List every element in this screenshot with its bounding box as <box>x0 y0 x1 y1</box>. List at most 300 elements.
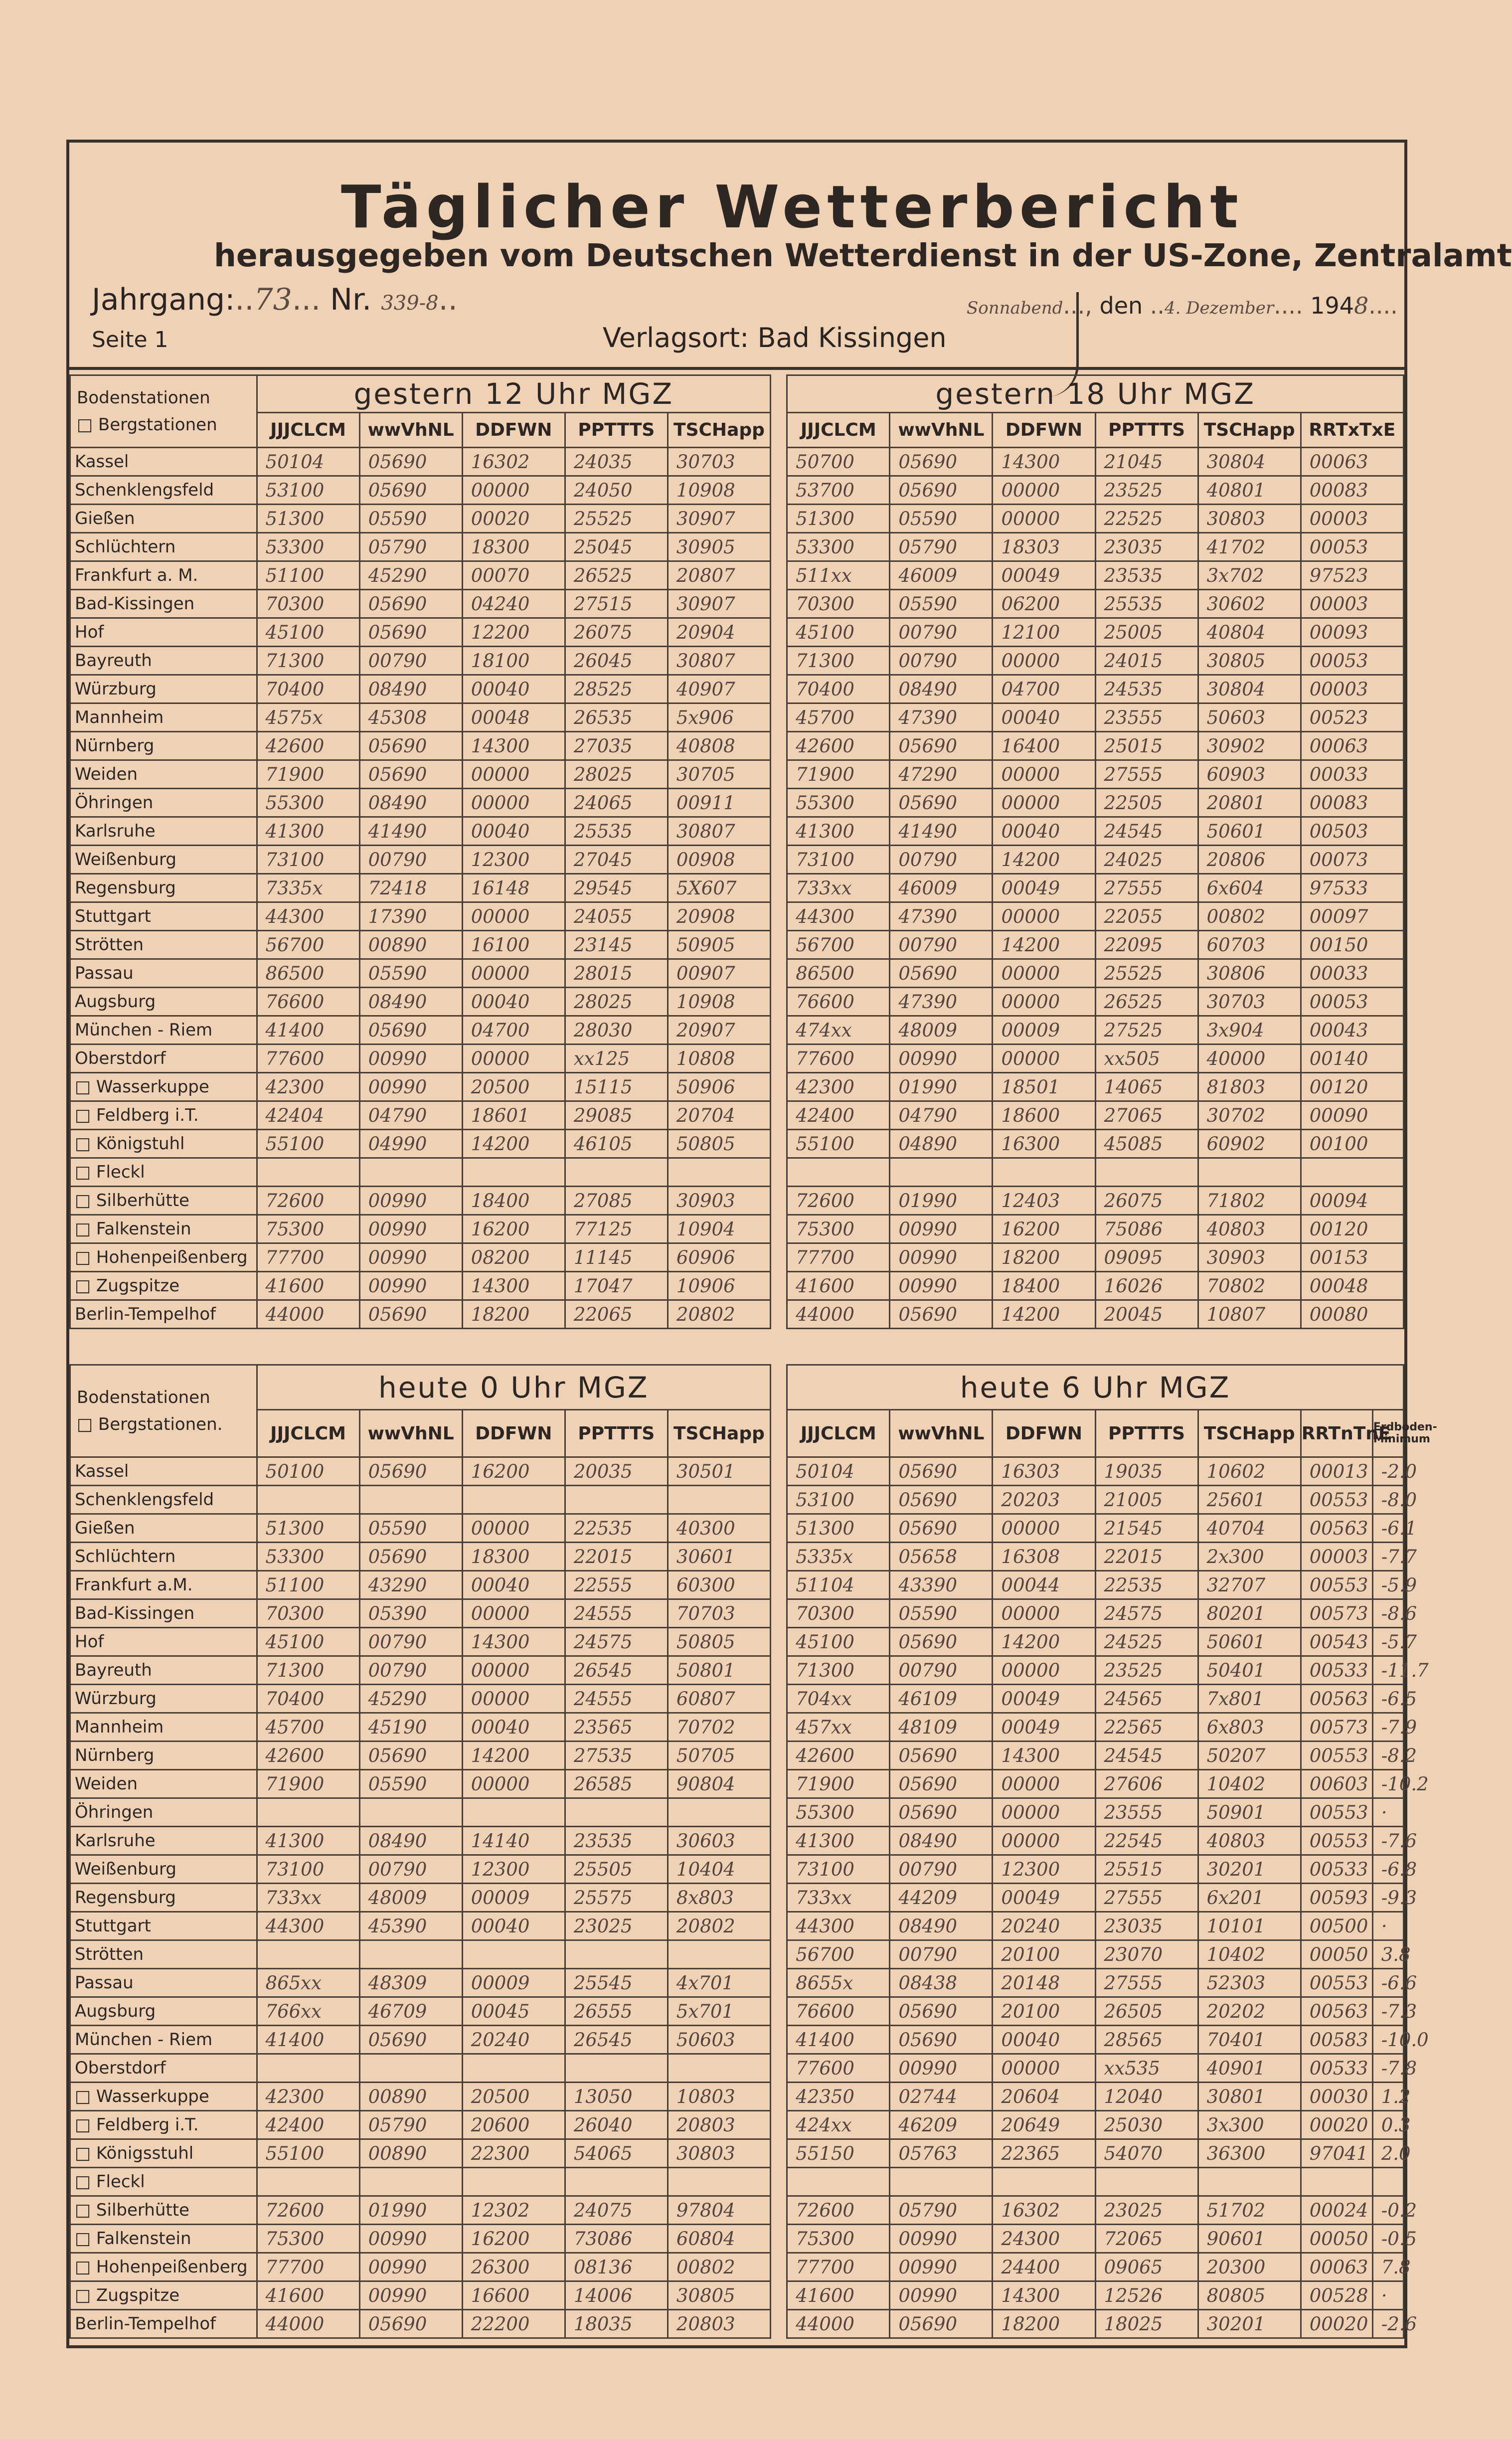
left-obs-cell: 00890 <box>359 931 462 959</box>
right-obs-cell: 05690 <box>890 789 993 817</box>
left-obs-cell: 00040 <box>462 1571 565 1599</box>
right-obs-cell: 0.3 <box>1372 2111 1403 2139</box>
right-obs-cell: -6.8 <box>1372 1855 1403 1884</box>
left-obs-cell: 45100 <box>257 1628 359 1656</box>
left-obs-cell: 22300 <box>462 2139 565 2168</box>
left-obs-cell: 75300 <box>257 1215 359 1243</box>
right-obs-cell: 05690 <box>890 1742 993 1770</box>
left-obs-cell: 08136 <box>565 2253 668 2281</box>
right-obs-cell: 00000 <box>993 959 1095 988</box>
right-obs-cell: 27606 <box>1095 1770 1198 1798</box>
left-obs-cell: 42300 <box>257 1073 359 1101</box>
right-obs-cell: 00000 <box>993 988 1095 1016</box>
station-row-koenigstuhl <box>70 1130 1404 1158</box>
right-obs-cell: 00043 <box>1301 1016 1403 1045</box>
left-obs-cell: 23025 <box>565 1912 668 1940</box>
right-obs-cell: 00000 <box>993 789 1095 817</box>
left-obs-cell <box>462 1486 565 1514</box>
right-obs-cell: 00000 <box>993 1599 1095 1628</box>
right-obs-cell: -7.6 <box>1372 1827 1403 1855</box>
left-obs-cell: 53300 <box>257 1543 359 1571</box>
right-obs-cell: 55300 <box>787 789 890 817</box>
page-subtitle: herausgegeben vom Deutschen Wetterdienst in der US-Zone, Zentralamt <box>214 237 1512 274</box>
right-col-header: wwVhNL <box>890 413 993 448</box>
left-obs-cell: 50905 <box>668 931 770 959</box>
right-obs-cell: 30602 <box>1198 590 1301 618</box>
station-row-weissenburg <box>70 846 1404 874</box>
left-obs-cell: 04700 <box>462 1016 565 1045</box>
left-obs-cell: 26040 <box>565 2111 668 2139</box>
left-obs-cell: 20240 <box>462 2026 565 2054</box>
right-obs-cell: 00044 <box>993 1571 1095 1599</box>
right-obs-cell: 41600 <box>787 2281 890 2310</box>
station-name: □ Zugspitze <box>70 2281 257 2310</box>
left-obs-cell: 48009 <box>359 1884 462 1912</box>
left-obs-cell <box>565 1486 668 1514</box>
left-obs-cell: 73100 <box>257 1855 359 1884</box>
left-obs-cell: 05690 <box>359 1300 462 1329</box>
left-obs-cell: 12200 <box>462 618 565 647</box>
right-obs-cell: -7.9 <box>1372 1713 1403 1742</box>
right-obs-cell: 00049 <box>993 1884 1095 1912</box>
right-obs-cell: 24300 <box>993 2225 1095 2253</box>
right-obs-cell: 40000 <box>1198 1045 1301 1073</box>
left-obs-cell: 72418 <box>359 874 462 902</box>
right-obs-cell <box>787 1158 890 1187</box>
left-obs-cell: 30703 <box>668 448 770 476</box>
left-obs-cell: 55100 <box>257 1130 359 1158</box>
right-obs-cell: -8.0 <box>1372 1486 1403 1514</box>
right-obs-cell: 30805 <box>1198 647 1301 675</box>
right-col-header: TSCHapp <box>1198 1410 1301 1457</box>
left-obs-cell: 77700 <box>257 1243 359 1272</box>
left-obs-cell: 00990 <box>359 1243 462 1272</box>
left-obs-cell: 30601 <box>668 1543 770 1571</box>
right-obs-cell: 47390 <box>890 902 993 931</box>
left-obs-cell: 70703 <box>668 1599 770 1628</box>
station-row-regensburg <box>70 1884 1404 1912</box>
station-name: Strötten <box>70 931 257 959</box>
station-name: □ Fleckl <box>70 2168 257 2196</box>
right-obs-cell <box>1095 1158 1198 1187</box>
left-col-header: wwVhNL <box>359 1410 462 1457</box>
right-obs-cell: 50207 <box>1198 1742 1301 1770</box>
right-obs-cell: 00790 <box>890 1940 993 1969</box>
left-obs-cell: 00000 <box>462 476 565 505</box>
station-name: □ Fleckl <box>70 1158 257 1187</box>
station-name: Würzburg <box>70 1685 257 1713</box>
station-label-header <box>70 1365 257 1457</box>
station-row-mannheim <box>70 703 1404 732</box>
left-obs-cell: 00990 <box>359 2281 462 2310</box>
left-obs-cell: 05690 <box>359 1543 462 1571</box>
left-obs-cell: 17390 <box>359 902 462 931</box>
station-name: Bad-Kissingen <box>70 590 257 618</box>
left-obs-cell: 28525 <box>565 675 668 703</box>
left-obs-cell: 73100 <box>257 846 359 874</box>
left-obs-cell: 60906 <box>668 1243 770 1272</box>
station-row-hohenpeissenberg <box>70 2253 1404 2281</box>
left-obs-cell: 41400 <box>257 2026 359 2054</box>
station-name: Schenklengsfeld <box>70 476 257 505</box>
left-obs-cell: 70300 <box>257 590 359 618</box>
right-obs-cell: 00049 <box>993 1713 1095 1742</box>
station-name: Würzburg <box>70 675 257 703</box>
right-obs-cell: 05590 <box>890 1599 993 1628</box>
station-row-hof <box>70 1628 1404 1656</box>
left-obs-cell: 60300 <box>668 1571 770 1599</box>
left-obs-cell: 4575x <box>257 703 359 732</box>
right-obs-cell: 704xx <box>787 1685 890 1713</box>
left-obs-cell: 56700 <box>257 931 359 959</box>
station-row-koenigsstuhl <box>70 2139 1404 2168</box>
left-obs-cell: 05690 <box>359 1742 462 1770</box>
left-obs-cell: 05690 <box>359 1016 462 1045</box>
right-obs-cell: 27555 <box>1095 1884 1198 1912</box>
right-obs-cell: 45085 <box>1095 1130 1198 1158</box>
right-obs-cell: 3x904 <box>1198 1016 1301 1045</box>
left-obs-cell: 41300 <box>257 817 359 846</box>
date-line: Sonnabend..., den ..4. Dezember.... 1948.... <box>967 292 1398 319</box>
right-obs-cell: 00003 <box>1301 590 1403 618</box>
right-col-header: RRTxTxE <box>1301 413 1403 448</box>
publication-place: Verlagsort: Bad Kissingen <box>603 322 947 353</box>
right-obs-cell: 00000 <box>993 505 1095 533</box>
left-section-title: heute 0 Uhr MGZ <box>257 1365 770 1410</box>
left-obs-cell: 24035 <box>565 448 668 476</box>
left-obs-cell: 00990 <box>359 1272 462 1300</box>
right-obs-cell: 00050 <box>1301 1940 1372 1969</box>
right-obs-cell: 24015 <box>1095 647 1198 675</box>
right-obs-cell: 00573 <box>1301 1713 1372 1742</box>
right-obs-cell: 00553 <box>1301 1571 1372 1599</box>
right-obs-cell: 25015 <box>1095 732 1198 760</box>
right-obs-cell: 05763 <box>890 2139 993 2168</box>
right-obs-cell: 24565 <box>1095 1685 1198 1713</box>
right-obs-cell: 20300 <box>1198 2253 1301 2281</box>
right-obs-cell: 44300 <box>787 1912 890 1940</box>
right-obs-cell: 00049 <box>993 874 1095 902</box>
left-obs-cell <box>668 1798 770 1827</box>
right-obs-cell: 60703 <box>1198 931 1301 959</box>
left-obs-cell: 50906 <box>668 1073 770 1101</box>
left-obs-cell: 46709 <box>359 1997 462 2026</box>
left-obs-cell: 27085 <box>565 1187 668 1215</box>
right-obs-cell <box>1301 2168 1372 2196</box>
right-obs-cell: -10.2 <box>1372 1770 1403 1798</box>
right-obs-cell: 97523 <box>1301 561 1403 590</box>
right-obs-cell: 424xx <box>787 2111 890 2139</box>
right-obs-cell: -7.8 <box>1372 2054 1403 2083</box>
right-obs-cell: 26525 <box>1095 988 1198 1016</box>
left-obs-cell <box>668 1940 770 1969</box>
left-obs-cell: 00907 <box>668 959 770 988</box>
upper-observation-table <box>69 374 1404 1329</box>
left-obs-cell: 14300 <box>462 1628 565 1656</box>
left-obs-cell: 42300 <box>257 2083 359 2111</box>
right-obs-cell: 18025 <box>1095 2310 1198 2338</box>
right-obs-cell: 16308 <box>993 1543 1095 1571</box>
right-obs-cell: 27555 <box>1095 1969 1198 1997</box>
right-obs-cell: 00024 <box>1301 2196 1372 2225</box>
left-obs-cell: 44000 <box>257 1300 359 1329</box>
right-obs-cell: 00000 <box>993 476 1095 505</box>
left-obs-cell: 26555 <box>565 1997 668 2026</box>
left-col-header: TSCHapp <box>668 413 770 448</box>
right-obs-cell: 00563 <box>1301 1997 1372 2026</box>
right-obs-cell: 01990 <box>890 1187 993 1215</box>
left-obs-cell: 25545 <box>565 1969 668 1997</box>
right-obs-cell: 00553 <box>1301 1827 1372 1855</box>
right-obs-cell: 51104 <box>787 1571 890 1599</box>
left-obs-cell: 733xx <box>257 1884 359 1912</box>
right-obs-cell: 00003 <box>1301 505 1403 533</box>
station-row-passau <box>70 1969 1404 1997</box>
jahrgang-value: 73 <box>254 282 292 317</box>
right-obs-cell: 00790 <box>890 846 993 874</box>
right-obs-cell: 42300 <box>787 1073 890 1101</box>
left-obs-cell: 00000 <box>462 1685 565 1713</box>
left-obs-cell <box>668 2168 770 2196</box>
left-obs-cell: 05690 <box>359 476 462 505</box>
right-obs-cell: 00063 <box>1301 2253 1372 2281</box>
right-obs-cell: 50700 <box>787 448 890 476</box>
left-obs-cell: 42400 <box>257 2111 359 2139</box>
right-obs-cell: 72600 <box>787 1187 890 1215</box>
right-obs-cell: 44209 <box>890 1884 993 1912</box>
station-name: Bayreuth <box>70 1656 257 1685</box>
station-row-muenchen-riem <box>70 1016 1404 1045</box>
left-obs-cell: 20908 <box>668 902 770 931</box>
right-obs-cell: 48009 <box>890 1016 993 1045</box>
right-obs-cell <box>890 2168 993 2196</box>
left-obs-cell: 45390 <box>359 1912 462 1940</box>
right-obs-cell: 22535 <box>1095 1571 1198 1599</box>
left-obs-cell: 14140 <box>462 1827 565 1855</box>
right-obs-cell: 08490 <box>890 675 993 703</box>
left-obs-cell <box>257 1158 359 1187</box>
right-obs-cell: 12100 <box>993 618 1095 647</box>
left-obs-cell: 14200 <box>462 1742 565 1770</box>
station-name: Kassel <box>70 1457 257 1486</box>
right-obs-cell: 10807 <box>1198 1300 1301 1329</box>
left-obs-cell <box>462 1940 565 1969</box>
station-row-frankfurt-a-m <box>70 561 1404 590</box>
den-label: den <box>1099 292 1143 319</box>
right-obs-cell: 00080 <box>1301 1300 1403 1329</box>
right-obs-cell: 23035 <box>1095 1912 1198 1940</box>
right-obs-cell: 27555 <box>1095 760 1198 789</box>
left-obs-cell <box>257 1798 359 1827</box>
station-name: Mannheim <box>70 703 257 732</box>
right-obs-cell: -8.2 <box>1372 1742 1403 1770</box>
right-obs-cell: 00990 <box>890 2253 993 2281</box>
left-obs-cell: 41600 <box>257 1272 359 1300</box>
right-obs-cell: 00033 <box>1301 760 1403 789</box>
right-obs-cell: 56700 <box>787 1940 890 1969</box>
right-obs-cell: 00003 <box>1301 1543 1372 1571</box>
section-title-row <box>70 1365 1404 1410</box>
left-obs-cell: 26045 <box>565 647 668 675</box>
label-mountain-stations: □ Bergstationen. <box>77 1414 223 1434</box>
left-obs-cell: 76600 <box>257 988 359 1016</box>
right-obs-cell: 00563 <box>1301 1514 1372 1543</box>
right-obs-cell: 00000 <box>993 1656 1095 1685</box>
left-obs-cell: 20704 <box>668 1101 770 1130</box>
left-obs-cell: 50805 <box>668 1628 770 1656</box>
right-obs-cell: 20100 <box>993 1940 1095 1969</box>
left-obs-cell: 27035 <box>565 732 668 760</box>
station-name: Strötten <box>70 1940 257 1969</box>
right-obs-cell: 00523 <box>1301 703 1403 732</box>
right-obs-cell: 24025 <box>1095 846 1198 874</box>
left-col-header: PPTTTS <box>565 413 668 448</box>
right-obs-cell: 23555 <box>1095 1798 1198 1827</box>
left-obs-cell: 50100 <box>257 1457 359 1486</box>
left-obs-cell: 51300 <box>257 1514 359 1543</box>
station-name: Stuttgart <box>70 1912 257 1940</box>
left-obs-cell: 16302 <box>462 448 565 476</box>
right-obs-cell: 00990 <box>890 2225 993 2253</box>
left-obs-cell: 45190 <box>359 1713 462 1742</box>
right-obs-cell: 41400 <box>787 2026 890 2054</box>
right-obs-cell: 00000 <box>993 760 1095 789</box>
right-obs-cell: 06200 <box>993 590 1095 618</box>
right-obs-cell: -7.7 <box>1372 1543 1403 1571</box>
right-obs-cell: 00090 <box>1301 1101 1403 1130</box>
left-obs-cell: 27045 <box>565 846 668 874</box>
left-obs-cell: 16100 <box>462 931 565 959</box>
right-obs-cell: 46009 <box>890 874 993 902</box>
right-col-header: DDFWN <box>993 413 1095 448</box>
left-obs-cell: 05690 <box>359 732 462 760</box>
left-obs-cell: 70702 <box>668 1713 770 1742</box>
left-obs-cell: 05790 <box>359 2111 462 2139</box>
left-obs-cell: 45700 <box>257 1713 359 1742</box>
left-obs-cell: 10803 <box>668 2083 770 2111</box>
station-name: Augsburg <box>70 1997 257 2026</box>
right-obs-cell: 00000 <box>993 2054 1095 2083</box>
left-obs-cell: 40300 <box>668 1514 770 1543</box>
right-obs-cell: · <box>1372 1912 1403 1940</box>
right-obs-cell: 71900 <box>787 760 890 789</box>
right-obs-cell: 77600 <box>787 1045 890 1073</box>
right-obs-cell: 20203 <box>993 1486 1095 1514</box>
label-mountain-stations: □ Bergstationen <box>77 415 217 435</box>
station-row-mannheim <box>70 1713 1404 1742</box>
right-obs-cell: 00503 <box>1301 817 1403 846</box>
right-obs-cell: 40804 <box>1198 618 1301 647</box>
right-obs-cell: 7.8 <box>1372 2253 1403 2281</box>
right-obs-cell: 14300 <box>993 448 1095 476</box>
right-obs-cell: 00990 <box>890 1243 993 1272</box>
right-obs-cell: 71300 <box>787 647 890 675</box>
right-obs-cell: 46009 <box>890 561 993 590</box>
left-obs-cell: 30807 <box>668 817 770 846</box>
station-row-muenchen-riem <box>70 2026 1404 2054</box>
right-obs-cell: 80805 <box>1198 2281 1301 2310</box>
station-name: Stuttgart <box>70 902 257 931</box>
station-name: Berlin-Tempelhof <box>70 1300 257 1329</box>
left-obs-cell: 46105 <box>565 1130 668 1158</box>
station-name: Nürnberg <box>70 1742 257 1770</box>
station-name: □ Falkenstein <box>70 1215 257 1243</box>
right-obs-cell: 53300 <box>787 533 890 561</box>
left-obs-cell: 10404 <box>668 1855 770 1884</box>
right-obs-cell: 53700 <box>787 476 890 505</box>
left-obs-cell: 13050 <box>565 2083 668 2111</box>
right-obs-cell <box>890 1158 993 1187</box>
station-row-kassel <box>70 448 1404 476</box>
left-obs-cell: 90804 <box>668 1770 770 1798</box>
right-obs-cell: 2.0 <box>1372 2139 1403 2168</box>
right-obs-cell: 12403 <box>993 1187 1095 1215</box>
right-obs-cell: 2x300 <box>1198 1543 1301 1571</box>
left-col-header: DDFWN <box>462 1410 565 1457</box>
left-obs-cell: 11145 <box>565 1243 668 1272</box>
right-obs-cell: 20604 <box>993 2083 1095 2111</box>
right-obs-cell: 70400 <box>787 675 890 703</box>
station-name: □ Wasserkuppe <box>70 1073 257 1101</box>
left-obs-cell: 42600 <box>257 732 359 760</box>
page-title: Täglicher Wetterbericht <box>341 173 1243 241</box>
right-obs-cell: 24535 <box>1095 675 1198 703</box>
right-obs-cell: 18200 <box>993 1243 1095 1272</box>
left-obs-cell: 26535 <box>565 703 668 732</box>
station-row-nuernberg <box>70 732 1404 760</box>
right-obs-cell: 27525 <box>1095 1016 1198 1045</box>
right-obs-cell: 56700 <box>787 931 890 959</box>
bulletin-sheet <box>66 140 1512 2348</box>
station-row-karlsruhe <box>70 1827 1404 1855</box>
right-obs-cell: -9.3 <box>1372 1884 1403 1912</box>
right-obs-cell: 05690 <box>890 476 993 505</box>
station-row-wasserkuppe <box>70 1073 1404 1101</box>
left-obs-cell: 43290 <box>359 1571 462 1599</box>
station-name: Regensburg <box>70 1884 257 1912</box>
left-obs-cell: 24050 <box>565 476 668 505</box>
right-obs-cell: 00097 <box>1301 902 1403 931</box>
right-obs-cell: 21045 <box>1095 448 1198 476</box>
right-obs-cell: 77700 <box>787 2253 890 2281</box>
left-obs-cell: 30705 <box>668 760 770 789</box>
left-obs-cell: 12302 <box>462 2196 565 2225</box>
right-col-header: JJJCLCM <box>787 413 890 448</box>
left-obs-cell <box>668 1486 770 1514</box>
station-name: □ Königsstuhl <box>70 2139 257 2168</box>
left-obs-cell: 26525 <box>565 561 668 590</box>
right-obs-cell: 00120 <box>1301 1215 1403 1243</box>
right-obs-cell: 30903 <box>1198 1243 1301 1272</box>
right-obs-cell: 00573 <box>1301 1599 1372 1628</box>
right-obs-cell: 00790 <box>890 618 993 647</box>
station-row-bad-kissingen <box>70 1599 1404 1628</box>
right-obs-cell: 6x604 <box>1198 874 1301 902</box>
right-obs-cell: 97041 <box>1301 2139 1372 2168</box>
station-name: Weißenburg <box>70 1855 257 1884</box>
station-name: Passau <box>70 1969 257 1997</box>
right-obs-cell: 10101 <box>1198 1912 1301 1940</box>
station-row-regensburg <box>70 874 1404 902</box>
left-obs-cell: 30907 <box>668 590 770 618</box>
right-obs-cell: 00073 <box>1301 846 1403 874</box>
left-obs-cell: 53300 <box>257 533 359 561</box>
station-name: München - Riem <box>70 2026 257 2054</box>
right-obs-cell: 733xx <box>787 1884 890 1912</box>
station-name: Oberstdorf <box>70 2054 257 2083</box>
left-obs-cell: 20803 <box>668 2111 770 2139</box>
right-obs-cell: 00140 <box>1301 1045 1403 1073</box>
